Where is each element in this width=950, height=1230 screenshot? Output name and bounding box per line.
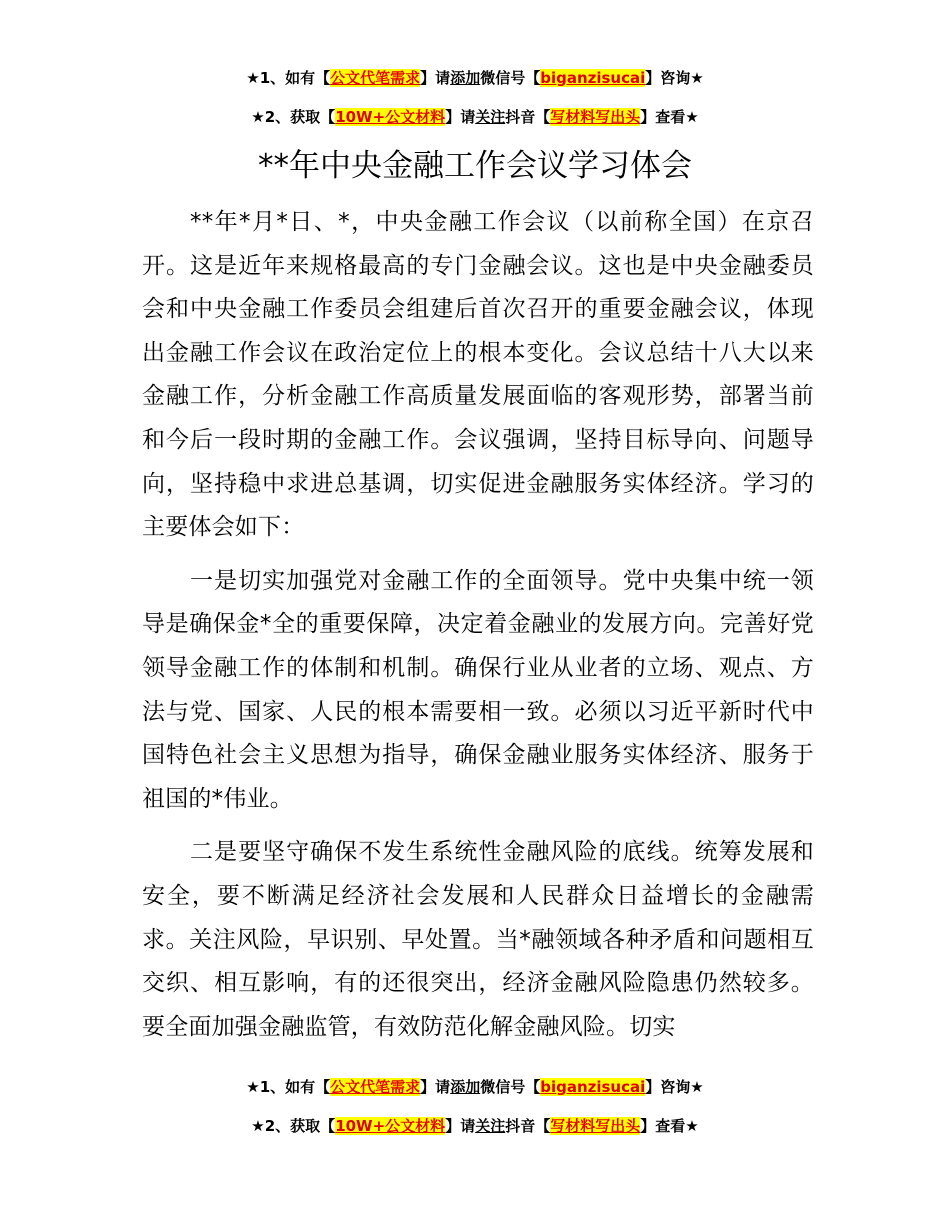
banner-text: 】查看★ xyxy=(640,108,699,126)
materials-highlight[interactable]: 10W+公文材料 xyxy=(335,1117,446,1135)
banner-text: 】查看★ xyxy=(640,1117,699,1135)
paragraph-intro: **年*月*日、*，中央金融工作会议（以前称全国）在京召开。这是近年来规格最高的专门金融会议。这也是中央金融委员会和中央金融工作委员会组建后首次召开的重要金融会议，体现出金融工作会议在政治定位上的根本变化。会议总结十八大以来金融工作，分析金融工作高质量发展面临的客观形势，部署当前和今后一段时期的金融工作。会议强调，坚持目标导向、问题导向，坚持稳中求进总基调，切实促进金融服务实体经济。学习的主要体会如下： xyxy=(142,209,814,541)
banner-text: ★2、获取【 xyxy=(251,108,336,126)
banner-text: 】咨询★ xyxy=(645,69,704,87)
banner-text: 】请 xyxy=(445,1117,476,1135)
header-banner-line1 xyxy=(0,68,950,88)
banner-underlined-text: 关注 xyxy=(475,108,506,126)
wechat-id-highlight[interactable]: biganzisucai xyxy=(540,1078,646,1096)
douyin-highlight[interactable]: 写材料写出头 xyxy=(550,1117,641,1135)
banner-text: ★1、如有【 xyxy=(246,1078,331,1096)
banner-text: 】请 xyxy=(445,108,476,126)
banner-underlined-text: 关注 xyxy=(475,1117,506,1135)
banner-text: ★2、获取【 xyxy=(251,1117,336,1135)
banner-text: ★1、如有【 xyxy=(246,69,331,87)
footer-banner-line1 xyxy=(0,1077,950,1097)
banner-text: 】请 xyxy=(420,1078,451,1096)
document-body xyxy=(142,201,814,1049)
banner-text: 抖音【 xyxy=(505,1117,551,1135)
document-title: **年中央金融工作会议学习体会 xyxy=(258,148,692,184)
paragraph-point-one: 一是切实加强党对金融工作的全面领导。党中央集中统一领导是确保金*全的重要保障，决定着金融业的发展方向。完善好党领导金融工作的体制和机制。确保行业从业者的立场、观点、方法与党、国家、人民的根本需要相一致。必须以习近平新时代中国特色社会主义思想为指导，确保金融业服务实体经济、服务于祖国的*伟业。 xyxy=(142,567,814,812)
materials-highlight[interactable]: 10W+公文材料 xyxy=(335,108,446,126)
banner-text: 】咨询★ xyxy=(645,1078,704,1096)
footer-banner-line2 xyxy=(0,1116,950,1136)
header-banner-line2 xyxy=(0,107,950,127)
banner-underlined-text: 添加 xyxy=(450,69,481,87)
banner-text: 抖音【 xyxy=(505,108,551,126)
banner-text: 】请 xyxy=(420,69,451,87)
douyin-highlight[interactable]: 写材料写出头 xyxy=(550,108,641,126)
wechat-id-highlight[interactable]: biganzisucai xyxy=(540,69,646,87)
paragraph-point-two: 二是要坚守确保不发生系统性金融风险的底线。统筹发展和安全，要不断满足经济社会发展和人民群众日益增长的金融需求。关注风险，早识别、早处置。当*融领域各种矛盾和问题相互交织、相互影响，有的还很突出，经济金融风险隐患仍然较多。要全面加强金融监管，有效防范化解金融风险。切实 xyxy=(142,839,814,1040)
banner-underlined-text: 添加 xyxy=(450,1078,481,1096)
service-highlight[interactable]: 公文代笔需求 xyxy=(330,1078,421,1096)
banner-text: 微信号【 xyxy=(480,69,541,87)
service-highlight[interactable]: 公文代笔需求 xyxy=(330,69,421,87)
banner-text: 微信号【 xyxy=(480,1078,541,1096)
